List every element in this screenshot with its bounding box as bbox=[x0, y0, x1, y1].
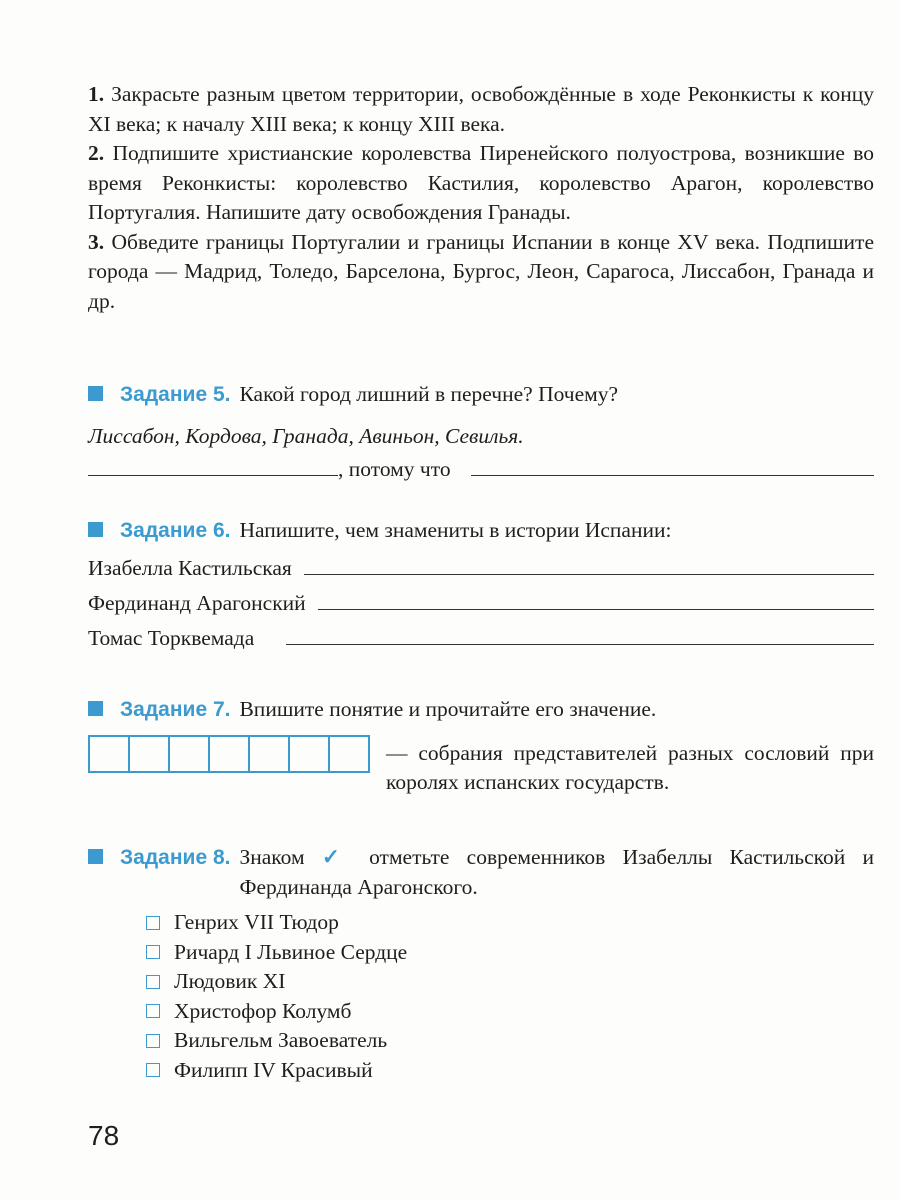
person-name: Фердинанд Арагонский bbox=[88, 590, 306, 615]
letter-boxes[interactable] bbox=[88, 735, 370, 773]
option-richard-i[interactable]: Ричард I Львиное Сердце bbox=[88, 938, 874, 968]
answer-connector: , потому что bbox=[338, 457, 451, 481]
task-marker-icon bbox=[88, 701, 103, 716]
city-list: Лиссабон, Кордова, Гранада, Авиньон, Севилья. bbox=[88, 423, 524, 448]
answer-city-field[interactable] bbox=[88, 455, 338, 476]
page-number: 78 bbox=[88, 1120, 120, 1151]
person-row bbox=[88, 624, 874, 659]
checkbox[interactable] bbox=[146, 916, 160, 930]
person-name: Изабелла Кастильская bbox=[88, 555, 292, 580]
task-question: Впишите понятие и прочитайте его значение. bbox=[239, 697, 657, 721]
checkbox[interactable] bbox=[146, 1063, 160, 1077]
option-columbus[interactable]: Христофор Колумб bbox=[88, 997, 874, 1027]
person-row bbox=[88, 554, 874, 589]
answer-field[interactable] bbox=[304, 554, 874, 575]
answer-field[interactable] bbox=[286, 624, 874, 645]
task-marker-icon bbox=[88, 849, 103, 864]
task-label: Задание 5. bbox=[120, 383, 231, 406]
definition-text: — собрания представителей разных сословий при королях испанских государств. bbox=[386, 740, 874, 794]
checkbox[interactable] bbox=[146, 1004, 160, 1018]
answer-reason-field[interactable] bbox=[471, 455, 874, 476]
task-label: Задание 8. bbox=[120, 846, 231, 869]
instruction-3: 3. Обведите границы Португалии и границы Испании в конце XV века. Подпишите города — Мадрид, Толедо, Барселона, Бургос, Леон, Сарагоса, Лиссабон, Гранада и др. bbox=[88, 229, 875, 313]
task-8: Задание 8. Знаком ✓ отметьте современников Изабеллы Кастильской и Фердинанда Арагонского. Генрих VII Тюдор Ричард I Львиное Сердце Людовик XI Христофор Колумб Вильгельм Завоеватель Филипп IV Красивый bbox=[88, 843, 874, 1085]
task-label: Задание 7. bbox=[120, 698, 231, 721]
task-question: Какой город лишний в перечне? Почему? bbox=[239, 382, 619, 406]
checkbox[interactable] bbox=[146, 1034, 160, 1048]
answer-field[interactable] bbox=[318, 589, 874, 610]
task-5 bbox=[88, 380, 874, 485]
instruction-2: 2. Подпишите христианские королевства Пиренейского полуострова, возникшие во время Реконкисты: королевство Кастилия, королевство Арагон, королевство Португалия. Напишите дату освобождения Гранады. bbox=[88, 141, 875, 224]
person-row bbox=[88, 589, 874, 624]
task-marker-icon bbox=[88, 522, 103, 537]
task-marker-icon bbox=[88, 386, 103, 401]
intro-instructions bbox=[88, 80, 874, 316]
option-philip-iv[interactable]: Филипп IV Красивый bbox=[88, 1056, 874, 1086]
task-label: Задание 6. bbox=[120, 519, 231, 542]
option-louis-xi[interactable]: Людовик XI bbox=[88, 967, 874, 997]
checkmark-icon: ✓ bbox=[321, 845, 352, 869]
option-henry-vii[interactable]: Генрих VII Тюдор bbox=[88, 908, 874, 938]
instruction-1: 1. Закрасьте разным цветом территории, освобождённые в ходе Реконкисты к концу XI века; к началу XIII века; к концу XIII века. bbox=[88, 82, 874, 136]
checkbox[interactable] bbox=[146, 975, 160, 989]
person-name: Томас Торквемада bbox=[88, 625, 255, 650]
task-7 bbox=[88, 695, 874, 798]
task-6 bbox=[88, 516, 874, 659]
task-question: Напишите, чем знамениты в истории Испании: bbox=[239, 518, 672, 542]
checkbox[interactable] bbox=[146, 945, 160, 959]
option-william[interactable]: Вильгельм Завоеватель bbox=[88, 1026, 874, 1056]
